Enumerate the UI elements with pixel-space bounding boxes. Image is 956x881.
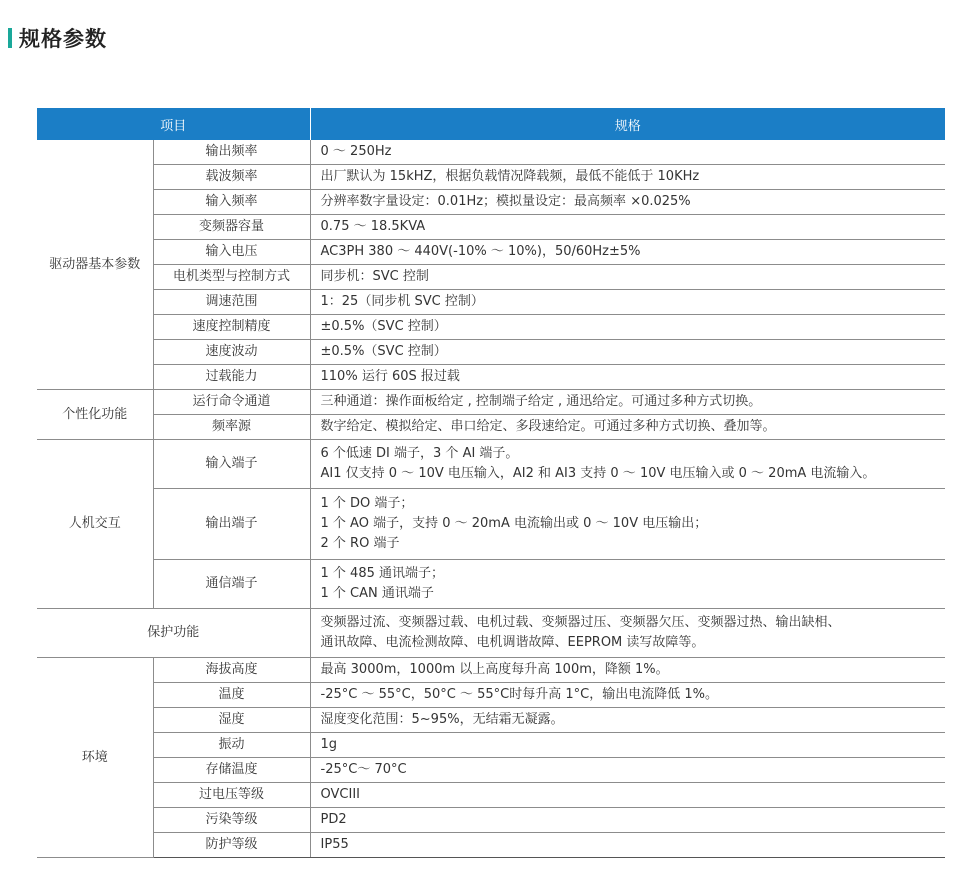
spec-cell: [310, 390, 945, 415]
item-cell: 运行命令通道: [153, 390, 310, 415]
spec-table: [37, 108, 945, 858]
spec-cell: [310, 365, 945, 390]
spec-cell: [310, 783, 945, 808]
table-row: [37, 783, 945, 808]
spec-line: 通讯故障、电流检测故障、电机调谐故障、EEPROM 读写故障等。: [320, 635, 705, 650]
table-row: [37, 658, 945, 683]
spec-line: 数字给定、模拟给定、串口给定、多段速给定。可通过多种方式切换、叠加等。: [320, 419, 776, 434]
spec-line: 0 ～ 250Hz: [320, 144, 392, 159]
category-cell: 环境: [37, 658, 153, 858]
item-cell: 污染等级: [153, 808, 310, 833]
spec-line: OVCIII: [320, 787, 360, 802]
header-item: 项目: [37, 108, 310, 140]
item-cell: 电机类型与控制方式: [153, 265, 310, 290]
category-cell: 保护功能: [37, 609, 310, 658]
spec-cell: [310, 683, 945, 708]
item-cell: 通信端子: [153, 560, 310, 609]
spec-cell: [310, 733, 945, 758]
item-cell: 湿度: [153, 708, 310, 733]
spec-cell: [310, 758, 945, 783]
table-row: [37, 489, 945, 560]
item-cell: 海拔高度: [153, 658, 310, 683]
spec-cell: [310, 265, 945, 290]
table-row: [37, 415, 945, 440]
table-row: [37, 190, 945, 215]
table-row: [37, 560, 945, 609]
category-cell: 个性化功能: [37, 390, 153, 440]
item-cell: 频率源: [153, 415, 310, 440]
item-cell: 输入端子: [153, 440, 310, 489]
spec-line: 1 个 AO 端子，支持 0 ～ 20mA 电流输出或 0 ～ 10V 电压输出；: [320, 516, 708, 531]
spec-line: ±0.5%（SVC 控制）: [320, 319, 447, 334]
spec-cell: [310, 190, 945, 215]
spec-cell: [310, 415, 945, 440]
spec-line: 110% 运行 60S 报过载: [320, 369, 460, 384]
table-row: [37, 215, 945, 240]
item-cell: 振动: [153, 733, 310, 758]
item-cell: 防护等级: [153, 833, 310, 858]
table-row: [37, 758, 945, 783]
spec-line: 0.75 ～ 18.5KVA: [320, 219, 426, 234]
table-row: [37, 315, 945, 340]
spec-line: 最高 3000m，1000m 以上高度每升高 100m，降额 1%。: [320, 662, 669, 677]
spec-line: 湿度变化范围：5~95%，无结霜无凝露。: [320, 712, 564, 727]
spec-line: 分辨率数字量设定：0.01Hz；模拟量设定：最高频率 ×0.025%: [320, 194, 691, 209]
spec-line: 变频器过流、变频器过载、电机过载、变频器过压、变频器欠压、变频器过热、输出缺相、: [320, 615, 841, 630]
title-accent-bar: [8, 28, 12, 48]
item-cell: 变频器容量: [153, 215, 310, 240]
table-row: [37, 733, 945, 758]
table-header-row: [37, 108, 945, 140]
item-cell: 过载能力: [153, 365, 310, 390]
spec-cell: [310, 315, 945, 340]
table-row: [37, 165, 945, 190]
spec-line: 1g: [320, 737, 338, 752]
spec-line: 出厂默认为 15kHZ，根据负载情况降载频，最低不能低于 10KHz: [320, 169, 700, 184]
table-row: [37, 340, 945, 365]
spec-line: 同步机：SVC 控制: [320, 269, 429, 284]
spec-line: AC3PH 380 ～ 440V(-10% ～ 10%)，50/60Hz±5%: [320, 244, 641, 259]
spec-line: 2 个 RO 端子: [320, 536, 400, 551]
table-row: [37, 365, 945, 390]
spec-line: -25°C ～ 55°C，50°C ～ 55°C时每升高 1°C，输出电流降低 1%。: [320, 687, 718, 702]
item-cell: 温度: [153, 683, 310, 708]
spec-line: 1：25（同步机 SVC 控制）: [320, 294, 484, 309]
spec-line: ±0.5%（SVC 控制）: [320, 344, 447, 359]
table-row: [37, 240, 945, 265]
item-cell: 输入频率: [153, 190, 310, 215]
page-title-text: 规格参数: [19, 27, 107, 51]
spec-cell: [310, 340, 945, 365]
spec-cell: [310, 808, 945, 833]
spec-cell: [310, 708, 945, 733]
item-cell: 输出端子: [153, 489, 310, 560]
spec-line: 6 个低速 DI 端子，3 个 AI 端子。: [320, 446, 519, 461]
table-row: [37, 440, 945, 489]
item-cell: 存储温度: [153, 758, 310, 783]
item-cell: 速度控制精度: [153, 315, 310, 340]
item-cell: 速度波动: [153, 340, 310, 365]
table-row: [37, 290, 945, 315]
spec-cell: [310, 833, 945, 858]
category-cell: 驱动器基本参数: [37, 140, 153, 390]
table-row: [37, 833, 945, 858]
spec-cell: [310, 658, 945, 683]
spec-cell: [310, 560, 945, 609]
spec-line: 三种通道：操作面板给定 , 控制端子给定 , 通迅给定。可通过多种方式切换。: [320, 394, 762, 409]
header-spec: 规格: [310, 108, 945, 140]
item-cell: 输入电压: [153, 240, 310, 265]
table-row: [37, 708, 945, 733]
spec-line: 1 个 485 通讯端子；: [320, 566, 444, 581]
spec-line: -25°C～ 70°C: [320, 762, 407, 777]
table-row: [37, 265, 945, 290]
category-cell: 人机交互: [37, 440, 153, 609]
spec-table-body: [37, 140, 945, 858]
item-cell: 输出频率: [153, 140, 310, 165]
spec-cell: [310, 140, 945, 165]
table-row: [37, 609, 945, 658]
spec-line: AI1 仅支持 0 ～ 10V 电压输入，AI2 和 AI3 支持 0 ～ 10V 电压输入或 0 ～ 20mA 电流输入。: [320, 466, 876, 481]
spec-cell: [310, 165, 945, 190]
spec-cell: [310, 489, 945, 560]
item-cell: 调速范围: [153, 290, 310, 315]
table-row: [37, 683, 945, 708]
spec-cell: [310, 215, 945, 240]
spec-cell: [310, 240, 945, 265]
page-title: [8, 24, 107, 52]
table-row: [37, 390, 945, 415]
table-row: [37, 140, 945, 165]
table-row: [37, 808, 945, 833]
spec-cell: [310, 290, 945, 315]
spec-line: 1 个 CAN 通讯端子: [320, 586, 434, 601]
item-cell: 过电压等级: [153, 783, 310, 808]
spec-line: 1 个 DO 端子；: [320, 496, 414, 511]
item-cell: 载波频率: [153, 165, 310, 190]
spec-line: IP55: [320, 837, 349, 852]
spec-cell: [310, 609, 945, 658]
spec-cell: [310, 440, 945, 489]
spec-line: PD2: [320, 812, 347, 827]
